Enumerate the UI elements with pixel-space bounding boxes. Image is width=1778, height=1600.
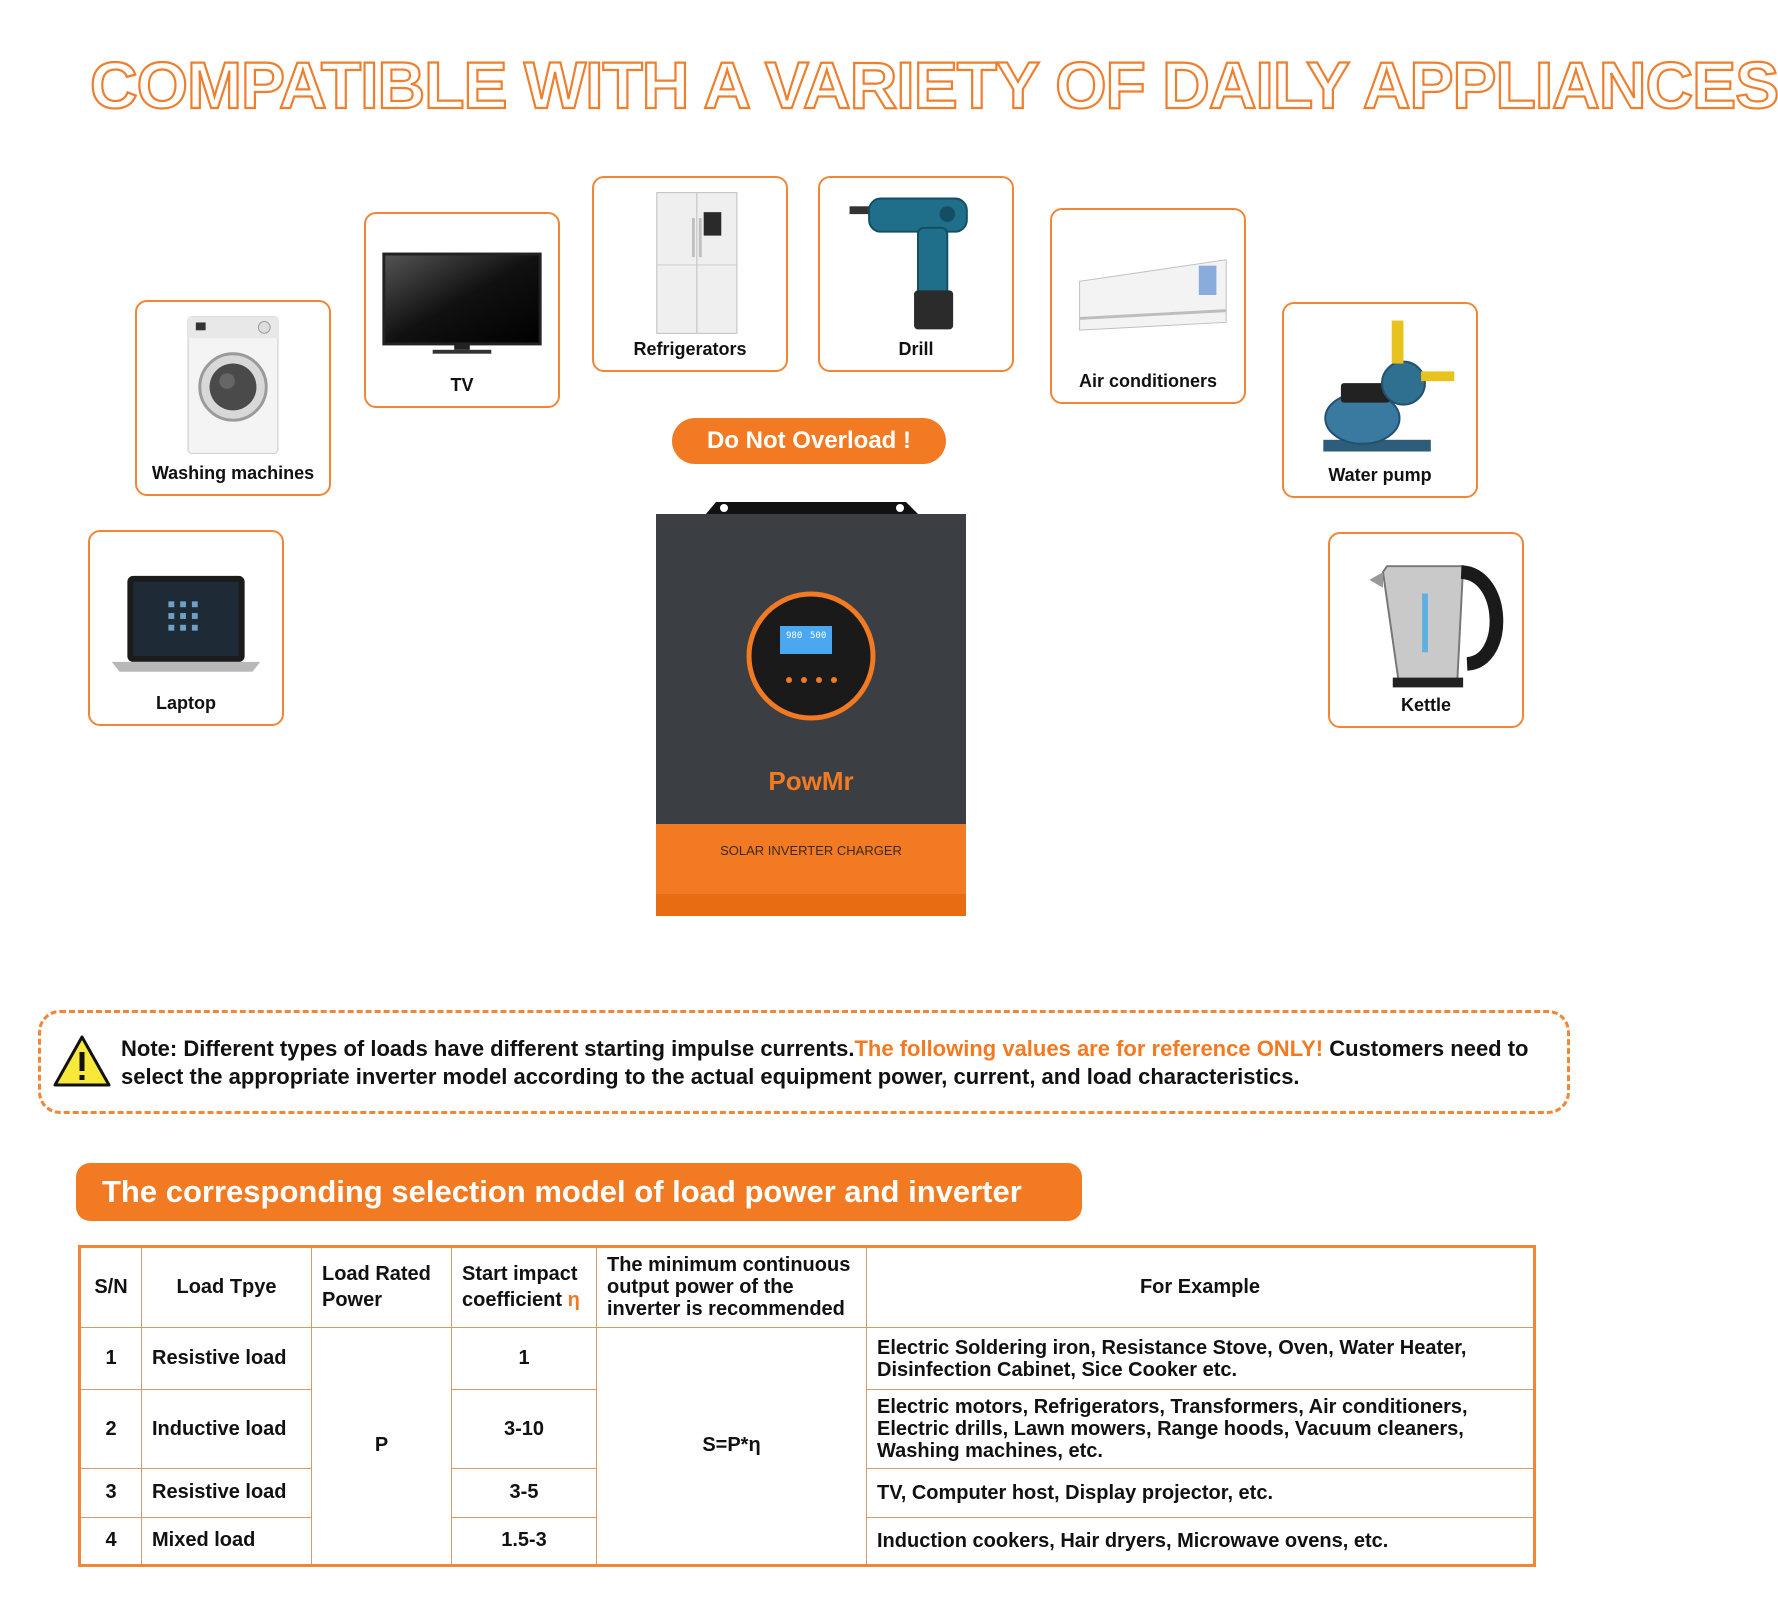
appliance-card-air-conditioner <box>1050 208 1246 404</box>
water-pump-label: Water pump <box>1328 465 1432 485</box>
washing-machine-icon <box>147 312 319 460</box>
laptop-label: Laptop <box>156 693 216 713</box>
header-start-impact-text: Start impact coefficient <box>462 1263 578 1312</box>
selection-table <box>78 1245 1536 1567</box>
header-rated-power: Load Rated Power <box>312 1247 452 1328</box>
header-sn: S/N <box>80 1247 142 1328</box>
row-sn: 3 <box>80 1469 142 1517</box>
kettle-icon <box>1340 544 1512 692</box>
row-load-type: Mixed load <box>142 1517 312 1565</box>
header-example: For Example <box>867 1247 1535 1328</box>
inverter-brand-logo: PowMr <box>768 766 854 796</box>
formula-cell: S=P*η <box>597 1327 867 1565</box>
page-headline: COMPATIBLE WITH A VARIETY OF DAILY APPLIANCES <box>90 48 1778 122</box>
row-coefficient: 3-10 <box>452 1390 597 1469</box>
refrigerator-icon <box>604 188 776 336</box>
appliance-card-kettle <box>1328 532 1524 728</box>
header-start-impact <box>452 1247 597 1328</box>
laptop-icon <box>100 542 272 690</box>
drill-icon <box>830 188 1002 336</box>
washing-machine-label: Washing machines <box>151 463 315 483</box>
row-sn: 1 <box>80 1327 142 1390</box>
refrigerator-label: Refrigerators <box>633 339 747 359</box>
row-example: Electric Soldering iron, Resistance Stove, Oven, Water Heater, Disinfection Cabinet, Sice Cooker etc. <box>867 1327 1535 1390</box>
drill-label: Drill <box>898 339 934 359</box>
air-conditioner-label: Air conditioners <box>1078 371 1217 391</box>
shared-rated-power: P <box>312 1327 452 1565</box>
row-load-type: Inductive load <box>142 1390 312 1469</box>
kettle-label: Kettle <box>1400 695 1451 715</box>
row-load-type: Resistive load <box>142 1327 312 1390</box>
warning-triangle-icon <box>53 1035 111 1087</box>
row-example: Electric motors, Refrigerators, Transformers, Air conditioners, Electric drills, Lawn mowers, Range hoods, Vacuum cleaners, Washing machines, etc. <box>867 1390 1535 1469</box>
inverter-product-label: SOLAR INVERTER CHARGER <box>720 843 902 858</box>
section-title: The corresponding selection model of load power and inverter <box>76 1163 1082 1221</box>
water-pump-icon <box>1294 314 1466 462</box>
table-row <box>80 1327 1535 1390</box>
tv-icon <box>376 224 548 372</box>
appliance-card-refrigerator <box>592 176 788 372</box>
appliance-card-drill <box>818 176 1014 372</box>
note-highlight: The following values are for reference ONLY! <box>854 1036 1324 1061</box>
row-sn: 2 <box>80 1390 142 1469</box>
appliance-card-water-pump <box>1282 302 1478 498</box>
row-coefficient: 1 <box>452 1327 597 1390</box>
appliance-card-washing-machine <box>135 300 331 496</box>
header-min-power: The minimum continuous output power of the inverter is recommended <box>597 1247 867 1328</box>
inverter-screen-left-value: 980 <box>786 631 803 641</box>
note-text <box>121 1035 1553 1091</box>
table-header-row <box>80 1247 1535 1328</box>
row-sn: 4 <box>80 1517 142 1565</box>
row-example: TV, Computer host, Display projector, etc. <box>867 1469 1535 1517</box>
inverter-screen-right-value: 500 <box>810 631 827 641</box>
header-load-type: Load Tpye <box>142 1247 312 1328</box>
appliance-card-laptop <box>88 530 284 726</box>
row-example: Induction cookers, Hair dryers, Microwave ovens, etc. <box>867 1517 1535 1565</box>
appliance-card-tv <box>364 212 560 408</box>
row-coefficient: 3-5 <box>452 1469 597 1517</box>
row-load-type: Resistive load <box>142 1469 312 1517</box>
tv-label: TV <box>450 375 474 395</box>
do-not-overload-badge: Do Not Overload ! <box>672 418 946 464</box>
note-prefix: Note: Different types of loads have different starting impulse currents. <box>121 1036 855 1061</box>
row-coefficient: 1.5-3 <box>452 1517 597 1565</box>
note-suffix: Customers need to select the appropriate inverter model according to the actual equipment power, current, and load characteristics. <box>121 1036 1529 1089</box>
eta-symbol: η <box>567 1289 580 1312</box>
air-conditioner-icon <box>1062 220 1234 368</box>
reference-note <box>38 1010 1570 1114</box>
inverter-product-image <box>656 500 966 916</box>
